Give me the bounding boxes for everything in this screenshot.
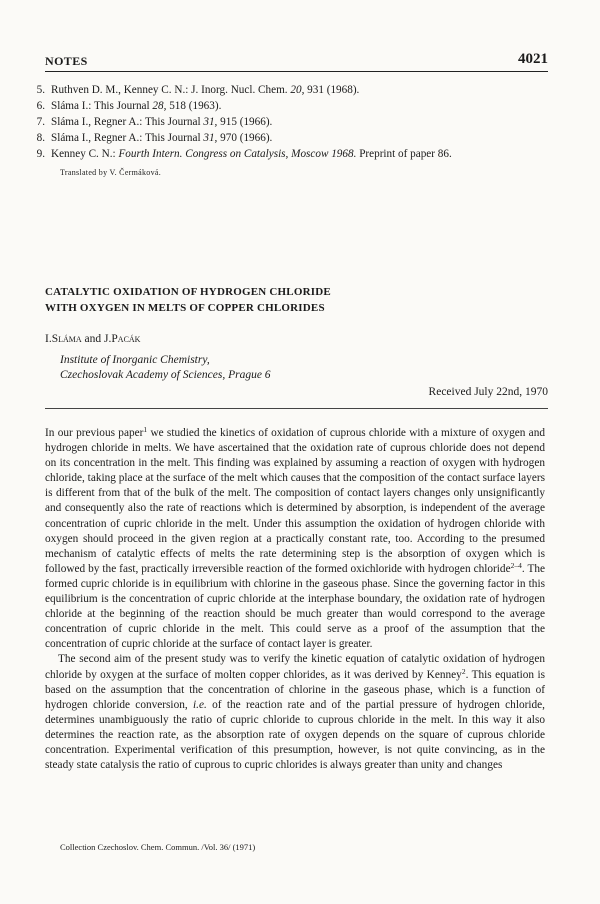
- text-run: Preprint of paper 86.: [356, 148, 452, 160]
- text-run: 518 (1963).: [166, 100, 222, 112]
- text-run: The second aim of the present study was to verify the kinetic equation of catalytic oxidation of hydrogen chloride by oxygen at the surface of molten copper chlorides, as it was derived by Kenney: [45, 653, 545, 681]
- text-run: Fourth Intern. Congress on Catalysis, Moscow 1968.: [118, 148, 357, 160]
- article-title: [45, 284, 331, 316]
- reference-item: [30, 146, 570, 162]
- divider: [45, 408, 548, 409]
- affiliation: [60, 353, 271, 383]
- reference-item: [30, 114, 570, 130]
- text-run: i.e.: [193, 698, 207, 711]
- affiliation-line: Czechoslovak Academy of Sciences, Prague 6: [60, 369, 271, 381]
- body-paragraph: [45, 426, 545, 652]
- author-initial: I.: [45, 333, 52, 345]
- author-surname: Pacák: [111, 333, 141, 345]
- citation-superscript: 2: [461, 666, 466, 676]
- reference-number: 6.: [36, 100, 45, 112]
- text-run: 970 (1966).: [217, 132, 273, 144]
- citation-superscript: 2–4: [510, 560, 522, 570]
- text-run: we studied the kinetics of oxidation of cuprous chloride with a mixture of oxygen and hydrogen chloride in melts. We have ascertained that the oxidation rate of cuprous chloride does not depend on its concentration in the melt. This finding was explained by assuming a reaction of oxygen with hydrogen chloride, taking place at the surface of the melt which causes that the composition of the contact surface layers is different from that of the bulk of the melt. The composition of contact layers changes only unsignificantly and consequently also the rate of reactions which is determined by absorption, is independent of the average concentration of cupric chloride in the melt. Under this assumption the oxidation of hydrogen chloride with oxygen should proceed in the given region at a practically constant rate, too. According to the presumed mechanism of catalytic effects of melts the rate determining step is the absorption of oxygen which is followed by the fast, practically irreversible reaction of the formed oxichloride with hydrogen chloride: [45, 427, 545, 575]
- article-title-line: CATALYTIC OXIDATION OF HYDROGEN CHLORIDE: [45, 286, 331, 298]
- reference-item: [30, 130, 570, 146]
- text-run: . This equation is based on the assumption that the concentration of chlorine in the gaseous phase, which is a function of hydrogen chloride conversion,: [45, 668, 545, 711]
- text-run: Sláma I., Regner A.: This Journal: [51, 116, 204, 128]
- translator-credit: Translated by V. Čermáková.: [60, 168, 162, 177]
- reference-number: 5.: [36, 84, 45, 96]
- author-surname: Sláma: [51, 333, 82, 345]
- reference-number: 7.: [36, 116, 45, 128]
- text-run: 28,: [152, 100, 167, 112]
- author-conjunction: and: [84, 333, 102, 345]
- text-run: . The formed cupric chloride is in equilibrium with chlorine in the gaseous phase. Since the governing factor in this equilibrium is the concentration of cupric chloride at the interphase boundary, the oxidation rate of hydrogen chloride at the beginning of the reaction should be much greater than would correspond to the average concentration of cupric chloride in the melt. This could serve as a proof of the assumption that the concentration of cupric chloride at the surface of contact layer is greater.: [45, 562, 546, 651]
- author-line: [45, 333, 140, 345]
- text-run: 31,: [203, 132, 218, 144]
- author-initial: J.: [104, 333, 112, 345]
- text-run: 915 (1966).: [217, 116, 273, 128]
- running-header: [45, 51, 548, 72]
- article-title-line: WITH OXYGEN IN MELTS OF COPPER CHLORIDES: [45, 302, 325, 314]
- received-date: Received July 22nd, 1970: [428, 386, 548, 398]
- text-run: In our previous paper: [45, 427, 144, 439]
- reference-number: 9.: [36, 148, 45, 160]
- body-paragraph: [45, 652, 545, 773]
- section-label: NOTES: [45, 54, 88, 68]
- reference-list: [30, 82, 570, 162]
- text-run: Sláma I.: This Journal: [51, 100, 153, 112]
- text-run: Kenney C. N.:: [51, 148, 119, 160]
- citation-superscript: 1: [143, 425, 148, 434]
- text-run: of the reaction rate and of the partial pressure of hydrogen chloride, determines unambiguously the ratio of cupric chloride to cuprous chloride in the melt. In this way it also determines the reaction rate, as the absorption rate of oxygen depends on the square of cuprous chloride concentration. Experimental verification of this presumption, however, is not quite convincing, as in the steady state catalysis the ratio of cuprous to cupric chlorides is always greater than unity and changes: [45, 698, 546, 772]
- text-run: 20,: [290, 84, 305, 96]
- text-run: Sláma I., Regner A.: This Journal: [51, 132, 204, 144]
- article-body: [45, 426, 545, 773]
- affiliation-line: Institute of Inorganic Chemistry,: [60, 354, 210, 366]
- text-run: 931 (1968).: [304, 84, 360, 96]
- reference-item: [30, 82, 570, 98]
- text-run: Ruthven D. M., Kenney C. N.: J. Inorg. Nucl. Chem.: [51, 84, 291, 96]
- reference-item: [30, 98, 570, 114]
- journal-footer: Collection Czechoslov. Chem. Commun. /Vol. 36/ (1971): [60, 842, 256, 852]
- text-run: 31,: [203, 116, 218, 128]
- reference-number: 8.: [36, 132, 45, 144]
- page-number: 4021: [518, 51, 548, 67]
